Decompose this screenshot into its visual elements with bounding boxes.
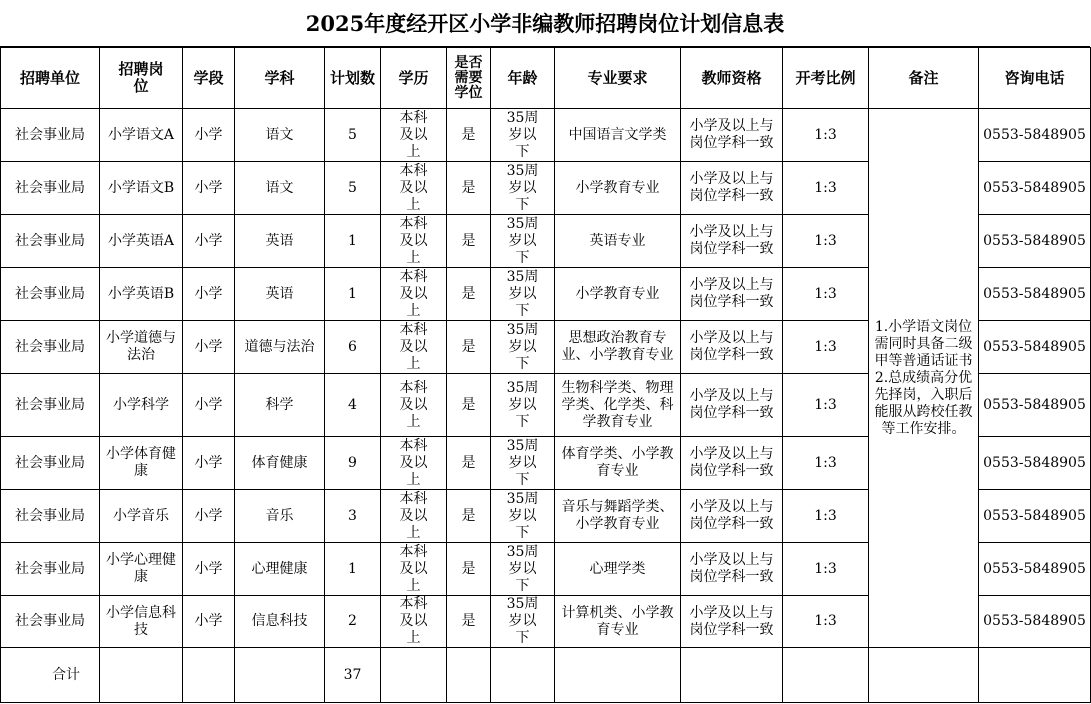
cell-subject: 心理健康 (235, 543, 325, 596)
cell-age: 35周岁以下 (491, 543, 555, 596)
header-education: 学历 (381, 48, 447, 109)
cell-subject: 信息科技 (235, 596, 325, 648)
table-body (1, 109, 1091, 703)
cell-qualification: 小学及以上与岗位学科一致 (681, 321, 783, 374)
cell-degree: 是 (447, 268, 491, 321)
total-plan: 37 (325, 648, 381, 703)
cell-subject: 道德与法治 (235, 321, 325, 374)
cell-degree: 是 (447, 543, 491, 596)
cell-education: 本科及以上 (381, 268, 447, 321)
header-phone: 咨询电话 (979, 48, 1091, 109)
cell-stage: 小学 (183, 543, 235, 596)
cell-plan: 1 (325, 543, 381, 596)
cell-education: 本科及以上 (381, 490, 447, 543)
cell-subject: 语文 (235, 109, 325, 162)
cell-degree: 是 (447, 437, 491, 490)
total-empty-cell (491, 648, 555, 703)
header-unit: 招聘单位 (1, 48, 100, 109)
total-empty-cell (235, 648, 325, 703)
cell-position: 小学英语A (100, 215, 183, 268)
cell-phone: 0553-5848905 (979, 109, 1091, 162)
cell-age: 35周岁以下 (491, 109, 555, 162)
header-position: 招聘岗位 (100, 48, 183, 109)
cell-major: 小学教育专业 (555, 268, 681, 321)
cell-degree: 是 (447, 374, 491, 437)
cell-qualification: 小学及以上与岗位学科一致 (681, 162, 783, 215)
cell-subject: 英语 (235, 268, 325, 321)
cell-ratio: 1:3 (783, 162, 869, 215)
cell-education: 本科及以上 (381, 321, 447, 374)
cell-unit: 社会事业局 (1, 596, 100, 648)
cell-phone: 0553-5848905 (979, 543, 1091, 596)
cell-major: 计算机类、小学教育专业 (555, 596, 681, 648)
cell-ratio: 1:3 (783, 109, 869, 162)
cell-stage: 小学 (183, 374, 235, 437)
cell-major: 生物科学类、物理学类、化学类、科学教育专业 (555, 374, 681, 437)
header-qualification: 教师资格 (681, 48, 783, 109)
header-major: 专业要求 (555, 48, 681, 109)
cell-major: 中国语言文学类 (555, 109, 681, 162)
cell-unit: 社会事业局 (1, 215, 100, 268)
cell-phone: 0553-5848905 (979, 374, 1091, 437)
cell-plan: 2 (325, 596, 381, 648)
cell-qualification: 小学及以上与岗位学科一致 (681, 374, 783, 437)
cell-ratio: 1:3 (783, 437, 869, 490)
cell-ratio: 1:3 (783, 268, 869, 321)
cell-ratio: 1:3 (783, 596, 869, 648)
cell-stage: 小学 (183, 215, 235, 268)
total-empty-cell (447, 648, 491, 703)
cell-education: 本科及以上 (381, 543, 447, 596)
cell-age: 35周岁以下 (491, 268, 555, 321)
cell-qualification: 小学及以上与岗位学科一致 (681, 543, 783, 596)
total-empty-cell (183, 648, 235, 703)
total-label: 合计 (1, 648, 100, 703)
cell-position: 小学科学 (100, 374, 183, 437)
cell-phone: 0553-5848905 (979, 268, 1091, 321)
cell-major: 思想政治教育专业、小学教育专业 (555, 321, 681, 374)
cell-education: 本科及以上 (381, 374, 447, 437)
cell-unit: 社会事业局 (1, 268, 100, 321)
total-empty-cell (681, 648, 783, 703)
cell-plan: 5 (325, 162, 381, 215)
header-degree: 是否需要学位 (447, 48, 491, 109)
cell-qualification: 小学及以上与岗位学科一致 (681, 109, 783, 162)
table-row (1, 109, 1091, 162)
sheet-title: 2025年度经开区小学非编教师招聘岗位计划信息表 (0, 0, 1090, 47)
cell-degree: 是 (447, 596, 491, 648)
header-plan: 计划数 (325, 48, 381, 109)
cell-position: 小学信息科技 (100, 596, 183, 648)
cell-stage: 小学 (183, 321, 235, 374)
header-stage: 学段 (183, 48, 235, 109)
cell-qualification: 小学及以上与岗位学科一致 (681, 268, 783, 321)
cell-plan: 9 (325, 437, 381, 490)
cell-plan: 3 (325, 490, 381, 543)
cell-ratio: 1:3 (783, 321, 869, 374)
cell-education: 本科及以上 (381, 596, 447, 648)
cell-qualification: 小学及以上与岗位学科一致 (681, 437, 783, 490)
total-empty-cell (381, 648, 447, 703)
cell-age: 35周岁以下 (491, 374, 555, 437)
cell-subject: 科学 (235, 374, 325, 437)
cell-position: 小学语文A (100, 109, 183, 162)
cell-plan: 1 (325, 268, 381, 321)
total-empty-cell (100, 648, 183, 703)
cell-qualification: 小学及以上与岗位学科一致 (681, 596, 783, 648)
header-row (1, 48, 1091, 109)
cell-unit: 社会事业局 (1, 162, 100, 215)
cell-plan: 6 (325, 321, 381, 374)
cell-stage: 小学 (183, 596, 235, 648)
cell-subject: 音乐 (235, 490, 325, 543)
cell-unit: 社会事业局 (1, 374, 100, 437)
cell-unit: 社会事业局 (1, 321, 100, 374)
cell-phone: 0553-5848905 (979, 162, 1091, 215)
cell-plan: 5 (325, 109, 381, 162)
cell-position: 小学体育健康 (100, 437, 183, 490)
cell-education: 本科及以上 (381, 437, 447, 490)
cell-age: 35周岁以下 (491, 321, 555, 374)
cell-phone: 0553-5848905 (979, 215, 1091, 268)
cell-ratio: 1:3 (783, 543, 869, 596)
total-empty-cell (869, 648, 979, 703)
cell-plan: 4 (325, 374, 381, 437)
cell-education: 本科及以上 (381, 162, 447, 215)
total-empty-cell (783, 648, 869, 703)
cell-major: 体育学类、小学教育专业 (555, 437, 681, 490)
cell-phone: 0553-5848905 (979, 321, 1091, 374)
cell-degree: 是 (447, 162, 491, 215)
cell-position: 小学心理健康 (100, 543, 183, 596)
cell-degree: 是 (447, 109, 491, 162)
cell-stage: 小学 (183, 109, 235, 162)
cell-phone: 0553-5848905 (979, 596, 1091, 648)
cell-subject: 体育健康 (235, 437, 325, 490)
cell-subject: 英语 (235, 215, 325, 268)
cell-ratio: 1:3 (783, 215, 869, 268)
cell-stage: 小学 (183, 268, 235, 321)
cell-major: 心理学类 (555, 543, 681, 596)
cell-education: 本科及以上 (381, 215, 447, 268)
cell-phone: 0553-5848905 (979, 490, 1091, 543)
cell-major: 小学教育专业 (555, 162, 681, 215)
cell-unit: 社会事业局 (1, 109, 100, 162)
total-empty-cell (555, 648, 681, 703)
cell-major: 音乐与舞蹈学类、小学教育专业 (555, 490, 681, 543)
cell-subject: 语文 (235, 162, 325, 215)
total-row (1, 648, 1091, 703)
cell-stage: 小学 (183, 490, 235, 543)
header-age: 年龄 (491, 48, 555, 109)
cell-major: 英语专业 (555, 215, 681, 268)
cell-unit: 社会事业局 (1, 543, 100, 596)
header-ratio: 开考比例 (783, 48, 869, 109)
cell-unit: 社会事业局 (1, 490, 100, 543)
cell-age: 35周岁以下 (491, 215, 555, 268)
cell-age: 35周岁以下 (491, 162, 555, 215)
cell-ratio: 1:3 (783, 374, 869, 437)
header-remark: 备注 (869, 48, 979, 109)
cell-position: 小学英语B (100, 268, 183, 321)
recruitment-table (0, 47, 1091, 703)
cell-stage: 小学 (183, 162, 235, 215)
total-empty-cell (979, 648, 1091, 703)
cell-plan: 1 (325, 215, 381, 268)
cell-age: 35周岁以下 (491, 596, 555, 648)
cell-ratio: 1:3 (783, 490, 869, 543)
cell-position: 小学语文B (100, 162, 183, 215)
cell-stage: 小学 (183, 437, 235, 490)
header-subject: 学科 (235, 48, 325, 109)
cell-position: 小学道德与法治 (100, 321, 183, 374)
cell-qualification: 小学及以上与岗位学科一致 (681, 490, 783, 543)
cell-phone: 0553-5848905 (979, 437, 1091, 490)
cell-age: 35周岁以下 (491, 437, 555, 490)
cell-qualification: 小学及以上与岗位学科一致 (681, 215, 783, 268)
cell-unit: 社会事业局 (1, 437, 100, 490)
cell-degree: 是 (447, 321, 491, 374)
cell-age: 35周岁以下 (491, 490, 555, 543)
cell-education: 本科及以上 (381, 109, 447, 162)
cell-position: 小学音乐 (100, 490, 183, 543)
cell-degree: 是 (447, 490, 491, 543)
remark-cell: 1.小学语文岗位需同时具备二级甲等普通话证书 2.总成绩高分优先择岗，入职后能服从跨校任教等工作安排。 (869, 109, 979, 648)
cell-degree: 是 (447, 215, 491, 268)
